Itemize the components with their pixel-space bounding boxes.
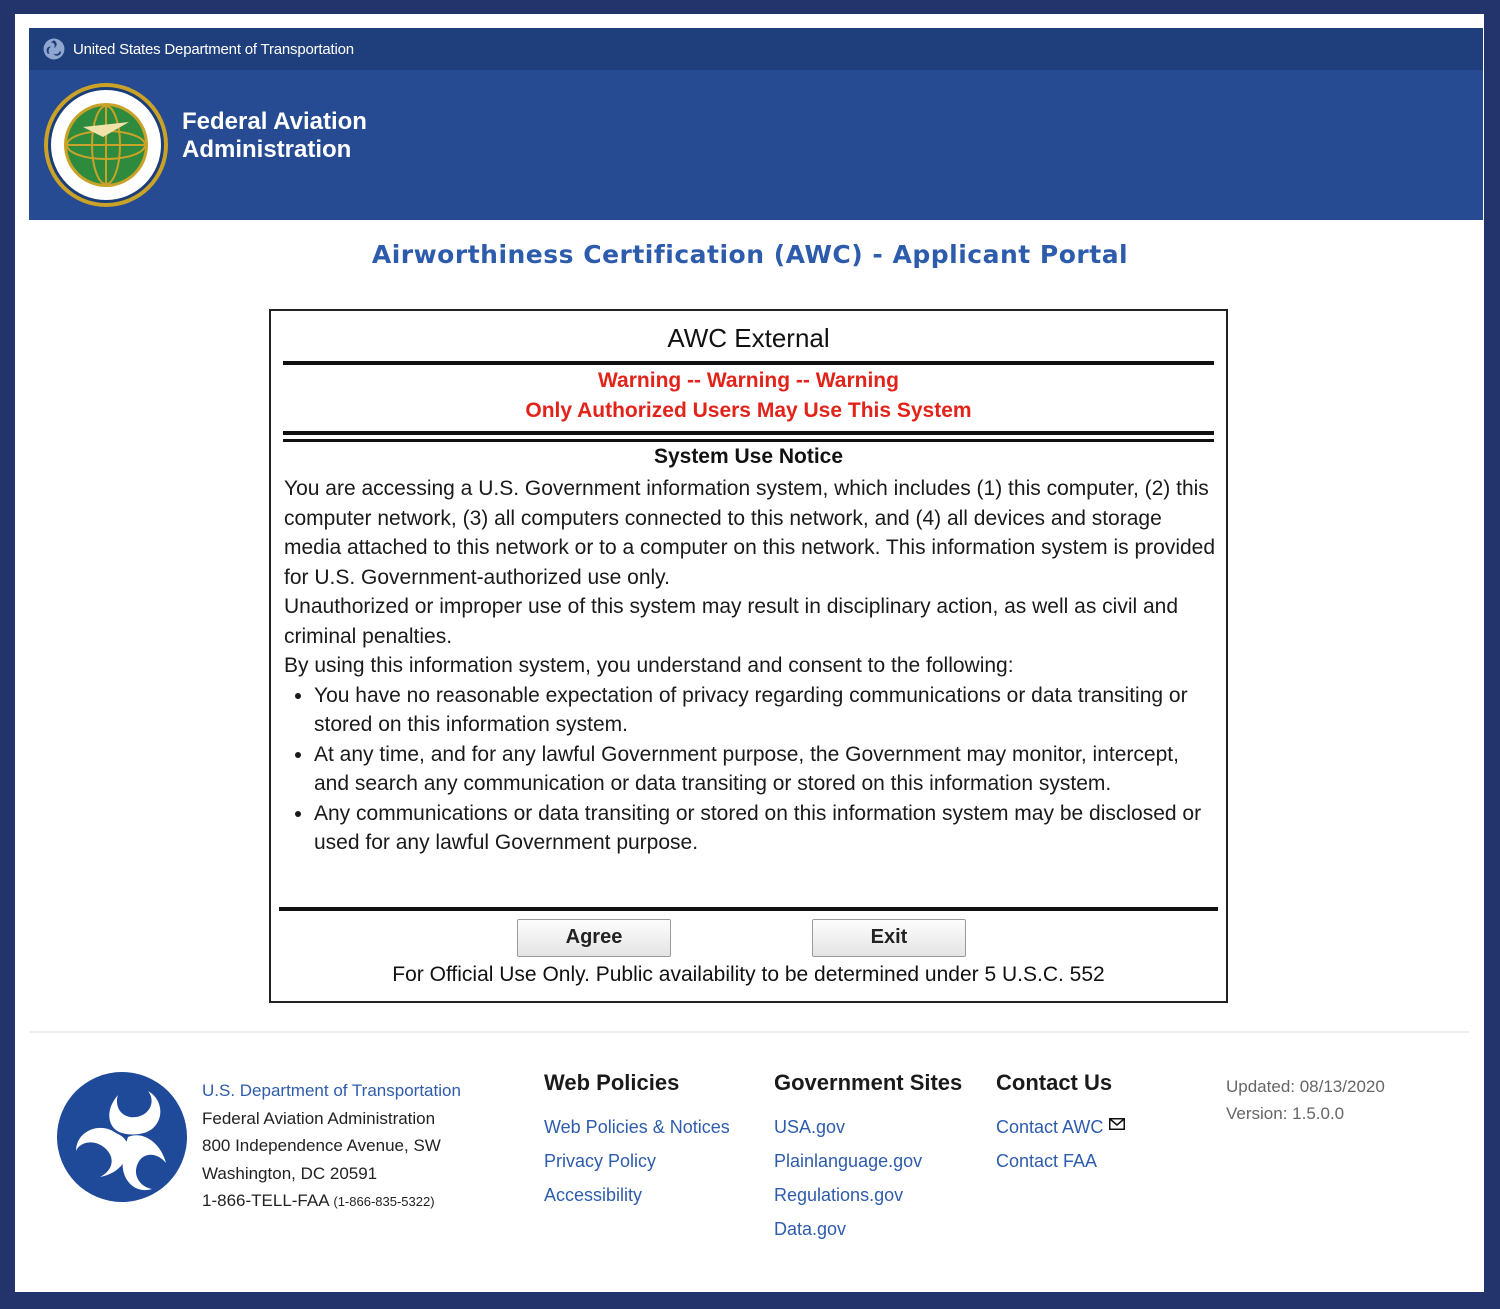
dot-triskelion-icon	[56, 1071, 188, 1203]
portal-title: Airworthiness Certification (AWC) - Applicant Portal	[371, 240, 1129, 269]
authorized-users-warning: Only Authorized Users May Use This System	[525, 399, 972, 422]
consent-item: • At any time, and for any lawful Government purpose, the Government may monitor, intercept, and search any communication or data transiting or stored on this information system.	[314, 740, 1219, 799]
system-use-notice-dialog	[269, 309, 1228, 1003]
contact-faa-link[interactable]: Contact FAA	[996, 1151, 1098, 1171]
agency-name	[182, 108, 367, 164]
government-sites-heading: Government Sites	[774, 1070, 963, 1095]
plainlanguage-gov-link[interactable]: Plainlanguage.gov	[774, 1151, 923, 1171]
consent-item: • You have no reasonable expectation of privacy regarding communications or data transiting or stored on this information system.	[314, 681, 1219, 740]
usa-gov-link[interactable]: USA.gov	[774, 1117, 846, 1137]
warning-divider-top	[283, 431, 1214, 435]
privacy-policy-link[interactable]: Privacy Policy	[544, 1151, 657, 1171]
warning-divider-bottom	[283, 439, 1214, 442]
warning-line: Warning -- Warning -- Warning	[598, 369, 899, 392]
web-policies-heading: Web Policies	[544, 1070, 680, 1095]
consent-item: • Any communications or data transiting or stored on this information system may be disclosed or used for any lawful Government purpose.	[314, 799, 1219, 858]
buttons-divider	[279, 907, 1218, 911]
footer-city: Washington, DC 20591	[202, 1163, 378, 1183]
faa-seal-icon[interactable]	[43, 82, 169, 208]
version-info	[1226, 1073, 1385, 1127]
agree-button[interactable]: Agree	[517, 919, 671, 957]
agency-name-line1: Federal Aviation	[182, 108, 367, 135]
footer-divider	[29, 1031, 1469, 1033]
consent-list	[284, 681, 1219, 858]
dot-top-bar	[29, 28, 1483, 70]
footer-address	[202, 1077, 461, 1216]
faa-banner	[29, 70, 1483, 220]
dialog-heading: AWC External	[667, 323, 830, 353]
footer-phone-text: 1-866-TELL-FAA	[202, 1191, 329, 1210]
notice-paragraph: Unauthorized or improper use of this system may result in disciplinary action, as well as civil and criminal penalties.	[284, 595, 1179, 648]
exit-button[interactable]: Exit	[812, 919, 966, 957]
footer-phone-numeric: (1-866-835-5322)	[333, 1194, 435, 1209]
notice-paragraph: By using this information system, you understand and consent to the following:	[284, 654, 1014, 677]
contact-awc-label: Contact AWC	[996, 1117, 1104, 1137]
contact-us-column	[996, 1070, 1125, 1178]
accessibility-link[interactable]: Accessibility	[544, 1185, 643, 1205]
updated-date: Updated: 08/13/2020	[1226, 1077, 1385, 1096]
dot-top-bar-label: United States Department of Transportation	[73, 40, 354, 58]
contact-us-heading: Contact Us	[996, 1070, 1113, 1095]
web-policies-link[interactable]: Web Policies & Notices	[544, 1117, 730, 1137]
notice-text	[284, 474, 1219, 858]
fouo-notice: For Official Use Only. Public availability to be determined under 5 U.S.C. 552	[392, 963, 1105, 986]
dot-triskelion-icon	[43, 38, 65, 60]
web-policies-column	[544, 1070, 730, 1212]
footer-phone	[202, 1187, 461, 1216]
version-number: Version: 1.5.0.0	[1226, 1104, 1345, 1123]
agency-name-line2: Administration	[182, 136, 352, 163]
data-gov-link[interactable]: Data.gov	[774, 1219, 847, 1239]
regulations-gov-link[interactable]: Regulations.gov	[774, 1185, 904, 1205]
heading-divider	[283, 361, 1214, 365]
system-use-notice-title: System Use Notice	[653, 445, 844, 468]
notice-paragraph: You are accessing a U.S. Government information system, which includes (1) this computer, (2) this computer network, (3) all computers connected to this network, and (4) all devices and storage media attached to this network or to a computer on this network. This information system is provided for U.S. Government-authorized use only.	[284, 477, 1216, 589]
footer-dept-link[interactable]: U.S. Department of Transportation	[202, 1081, 461, 1100]
contact-awc-link[interactable]	[996, 1110, 1125, 1144]
footer-street: 800 Independence Avenue, SW	[202, 1136, 441, 1155]
mail-icon	[1109, 1118, 1125, 1130]
government-sites-column	[774, 1070, 962, 1246]
footer-agency: Federal Aviation Administration	[202, 1108, 436, 1128]
